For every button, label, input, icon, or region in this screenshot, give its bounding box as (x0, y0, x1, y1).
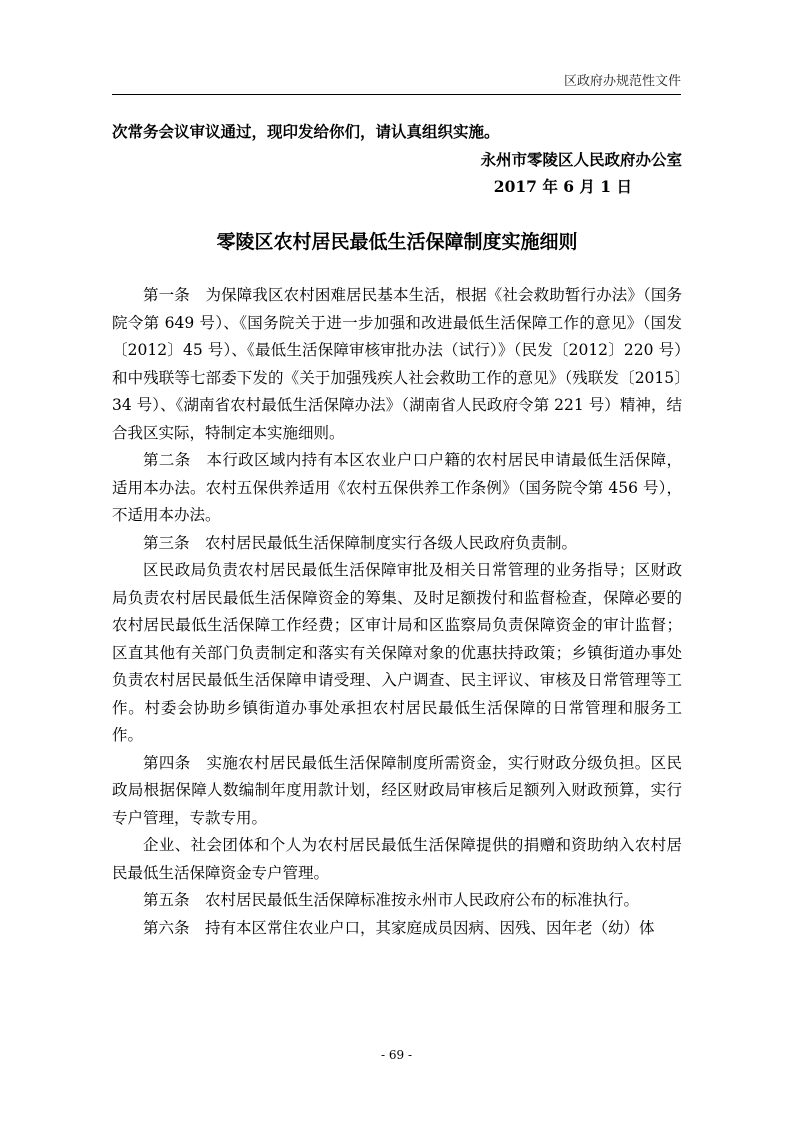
issuer-signature: 永州市零陵区人民政府办公室 (480, 149, 682, 169)
closing-sentence: 次常务会议审议通过，现印发给你们，请认真组织实施。 (112, 122, 500, 141)
running-header: 区政府办规范性文件 (563, 74, 681, 89)
article-4: 第四条 实施农村居民最低生活保障制度所需资金，实行财政分级负担。区民政局根据保障人数编制年度用款计划，经区财政局审核后足额列入财政预算，实行专户管理，专款专用。 (112, 753, 682, 827)
article-3-detail: 区民政局负责农村居民最低生活保障审批及相关日常管理的业务指导；区财政局负责农村居民最低生活保障资金的筹集、及时足额拨付和监督检查，保障必要的农村居民最低生活保障工作经费；区审计局和区监察局负责保障资金的审计监督；区直其他有关部门负责制定和落实有关保障对象的优惠扶持政策；乡镇街道办事处负责农村居民最低生活保障申请受理、入户调查、民主评议、审核及日常管理等工作。村委会协助乡镇街道办事处承担农村居民最低生活保障的日常管理和服务工作。 (112, 561, 682, 744)
document-title: 零陵区农村居民最低生活保障制度实施细则 (216, 230, 578, 253)
document-body (112, 118, 682, 942)
article-3: 第三条 农村居民最低生活保障制度实行各级人民政府负责制。 (143, 533, 578, 552)
article-1: 第一条 为保障我区农村困难居民基本生活，根据《社会救助暂行办法》（国务院令第 649 号）、《国务院关于进一步加强和改进最低生活保障工作的意见》（国发〔2012〕45 号）、《最低生活保障审核审批办法（试行）》（民发〔2012〕220 号）和中残联等七部委下发的《关于加强残疾人社会救助工作的意见》（残联发〔2015〕34 号）、《湖南省农村最低生活保障办法》（湖南省人民政府令第 221 号）精神，结合我区实际，特制定本实施细则。 (112, 286, 682, 442)
article-6: 第六条 持有本区常住农业户口，其家庭成员因病、因残、因年老（幼）体 (143, 918, 655, 937)
article-5: 第五条 农村居民最低生活保障标准按永州市人民政府公布的标准执行。 (143, 891, 640, 909)
header-divider (112, 94, 681, 95)
page-number: - 69 - (380, 1048, 412, 1062)
article-4-detail: 企业、社会团体和个人为农村居民最低生活保障提供的捐赠和资助纳入农村居民最低生活保障资金专户管理。 (112, 836, 682, 882)
issue-date: 2017 年 6 月 1 日 (493, 177, 632, 196)
article-2: 第二条 本行政区域内持有本区农业户口户籍的农村居民申请最低生活保障，适用本办法。农村五保供养适用《农村五保供养工作条例》（国务院令第 456 号），不适用本办法。 (112, 451, 682, 524)
